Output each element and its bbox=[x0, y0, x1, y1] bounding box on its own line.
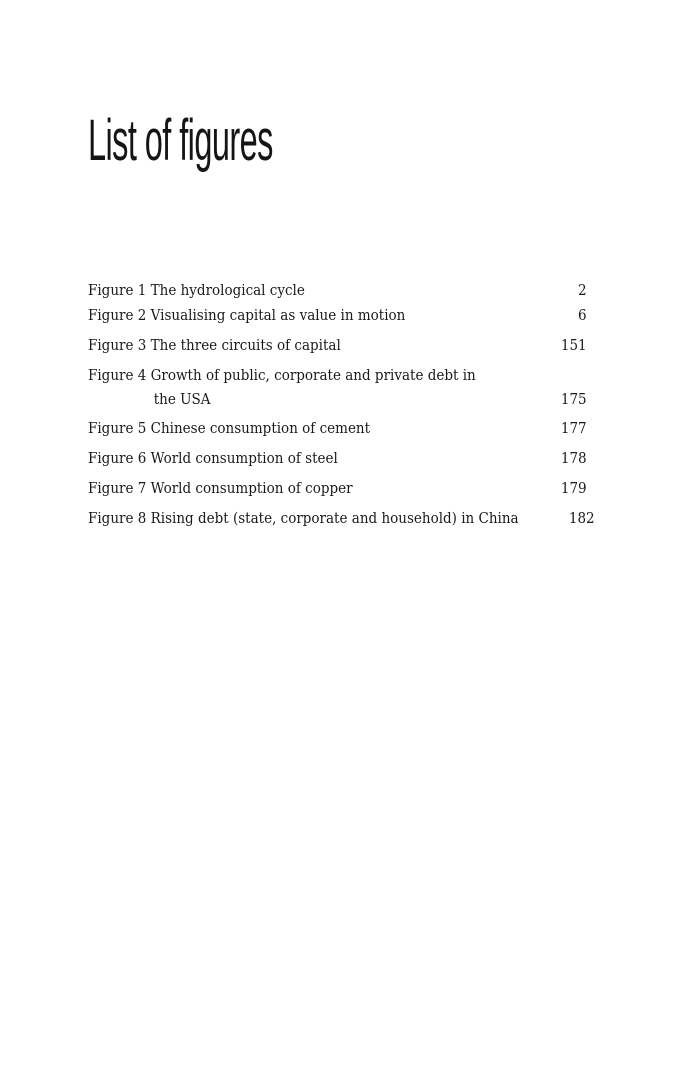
figure-label: Figure 4 Growth of public, corporate and private debt in bbox=[88, 365, 476, 384]
figure-page-number: 179 bbox=[561, 478, 587, 497]
figure-entry-2 bbox=[88, 303, 587, 327]
figure-page-number: 2 bbox=[578, 281, 587, 299]
figure-page-number: 182 bbox=[569, 508, 596, 527]
figure-label: Figure 8 Rising debt (state, corporate and household) in China bbox=[88, 508, 519, 527]
figure-page-number: 177 bbox=[561, 419, 587, 438]
figure-entry-3 bbox=[88, 333, 587, 357]
figure-entry-8 bbox=[88, 506, 596, 530]
figure-entry-4 bbox=[88, 363, 587, 411]
figure-label-continuation: the USA bbox=[153, 389, 211, 408]
figure-label: Figure 7 World consumption of copper bbox=[88, 478, 353, 497]
page-title: List of figures bbox=[88, 108, 273, 173]
figure-entry-7 bbox=[88, 476, 587, 500]
figure-page-number: 178 bbox=[561, 449, 587, 468]
figure-page-number: 6 bbox=[578, 306, 587, 324]
figure-page-number: 175 bbox=[561, 389, 587, 408]
figure-label: Figure 2 Visualising capital as value in motion bbox=[88, 306, 406, 324]
figure-entry-6 bbox=[88, 446, 587, 470]
figure-label: Figure 3 The three circuits of capital bbox=[88, 335, 341, 354]
figures-list bbox=[88, 278, 596, 536]
figure-entry-1 bbox=[88, 278, 587, 302]
figure-label: Figure 6 World consumption of steel bbox=[88, 449, 338, 468]
figure-label: Figure 5 Chinese consumption of cement bbox=[88, 419, 371, 438]
figure-page-number: 151 bbox=[561, 335, 587, 354]
figure-label: Figure 1 The hydrological cycle bbox=[88, 281, 305, 299]
figure-entry-5 bbox=[88, 416, 587, 440]
